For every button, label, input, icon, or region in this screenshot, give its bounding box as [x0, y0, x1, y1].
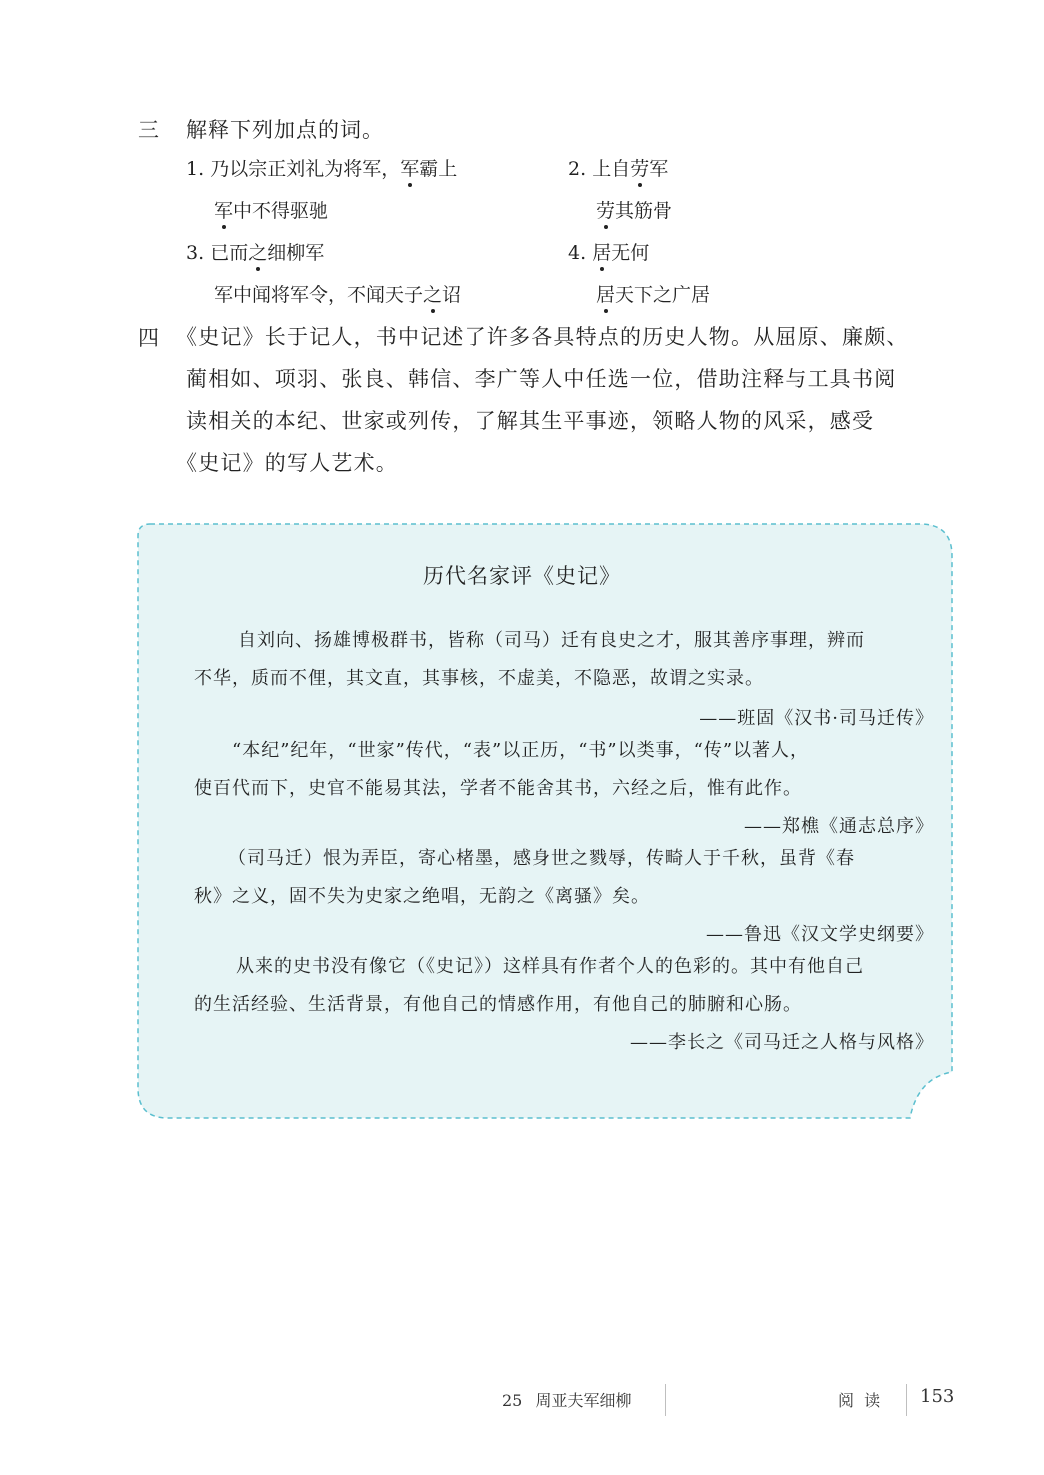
paragraph-line: 《史记》长于记人，书中记述了许多各具特点的历史人物。从屈原、廉颇、 [176, 325, 909, 349]
item-4-line-2: 居天下之广居 [596, 280, 710, 307]
dotted-word: 军 [214, 196, 233, 223]
dotted-word: 居 [596, 280, 615, 307]
quote-1-source: ——班固《汉书·司马迁传》 [699, 708, 934, 729]
quote-line: 不华，质而不俚，其文直，其事核，不虚美，不隐恶，故谓之实录。 [194, 668, 764, 689]
paragraph-line: 读相关的本纪、世家或列传，了解其生平事迹，领略人物的风采，感受 [186, 409, 875, 433]
paragraph-line: 《史记》的写人艺术。 [176, 451, 398, 475]
item-2-number: 2. [568, 158, 587, 180]
quote-line: 的生活经验、生活背景，有他自己的情感作用，有他自己的肺腑和心肠。 [194, 994, 802, 1015]
footer-divider [665, 1384, 666, 1416]
footer-divider [906, 1384, 907, 1416]
dotted-word: 居 [592, 238, 611, 265]
paragraph-line: 蔺相如、项羽、张良、韩信、李广等人中任选一位，借助注释与工具书阅 [186, 367, 897, 391]
box-title: 历代名家评《史记》 [423, 564, 621, 588]
item-2-line-2: 劳其筋骨 [596, 196, 672, 223]
section-3-label: 三 [138, 118, 159, 142]
item-1-line-2: 军中不得驱驰 [214, 196, 328, 223]
quote-2 [194, 732, 809, 808]
quote-line: “本纪”纪年，“世家”传代，“表”以正历，“书”以类事，“传”以著人， [232, 740, 810, 761]
footer-unit: 阅 读 [838, 1391, 881, 1410]
item-3-line-2: 军中闻将军令，不闻天子之诏 [214, 280, 461, 307]
item-1-number: 1. [186, 158, 205, 180]
quote-1 [194, 622, 865, 698]
section-4-label: 四 [138, 326, 159, 350]
item-3-number: 3. [186, 242, 205, 264]
quote-line: （司马迁）恨为弄臣，寄心楮墨，感身世之戮辱，传畸人于千秋，虽背《春 [228, 848, 855, 869]
dotted-word: 军 [400, 154, 419, 181]
quote-2-source: ——郑樵《通志总序》 [744, 816, 934, 837]
item-2-line-1: 2. 上自劳军 [568, 154, 668, 181]
dotted-word: 之 [423, 280, 442, 307]
lesson-number: 25 [502, 1391, 523, 1410]
quote-4 [194, 948, 864, 1024]
section-3-heading: 解释下列加点的词。 [186, 118, 384, 142]
footer-lesson [502, 1388, 631, 1411]
page-number: 153 [920, 1386, 955, 1407]
quote-line: 使百代而下，史官不能易其法，学者不能舍其书，六经之后，惟有此作。 [194, 778, 802, 799]
quote-line: 从来的史书没有像它（《史记》）这样具有作者个人的色彩的。其中有他自己 [236, 956, 864, 977]
item-4-line-1: 4. 居无何 [568, 238, 649, 265]
item-3-line-1: 3. 已而之细柳军 [186, 238, 324, 265]
dotted-word: 劳 [630, 154, 649, 181]
quote-line: 自刘向、扬雄博极群书，皆称（司马）迁有良史之才，服其善序事理，辨而 [238, 630, 865, 651]
lesson-title: 周亚夫军细柳 [535, 1391, 632, 1410]
item-1-line-1: 1. 乃以宗正刘礼为将军，军霸上 [186, 154, 457, 181]
quote-4-source: ——李长之《司马迁之人格与风格》 [630, 1032, 934, 1053]
dotted-word: 之 [248, 238, 267, 265]
dotted-word: 劳 [596, 196, 615, 223]
item-4-number: 4. [568, 242, 587, 264]
quote-line: 秋》之义，固不失为史家之绝唱，无韵之《离骚》矣。 [194, 886, 650, 907]
quote-3-source: ——鲁迅《汉文学史纲要》 [706, 924, 934, 945]
quote-3 [194, 840, 855, 916]
